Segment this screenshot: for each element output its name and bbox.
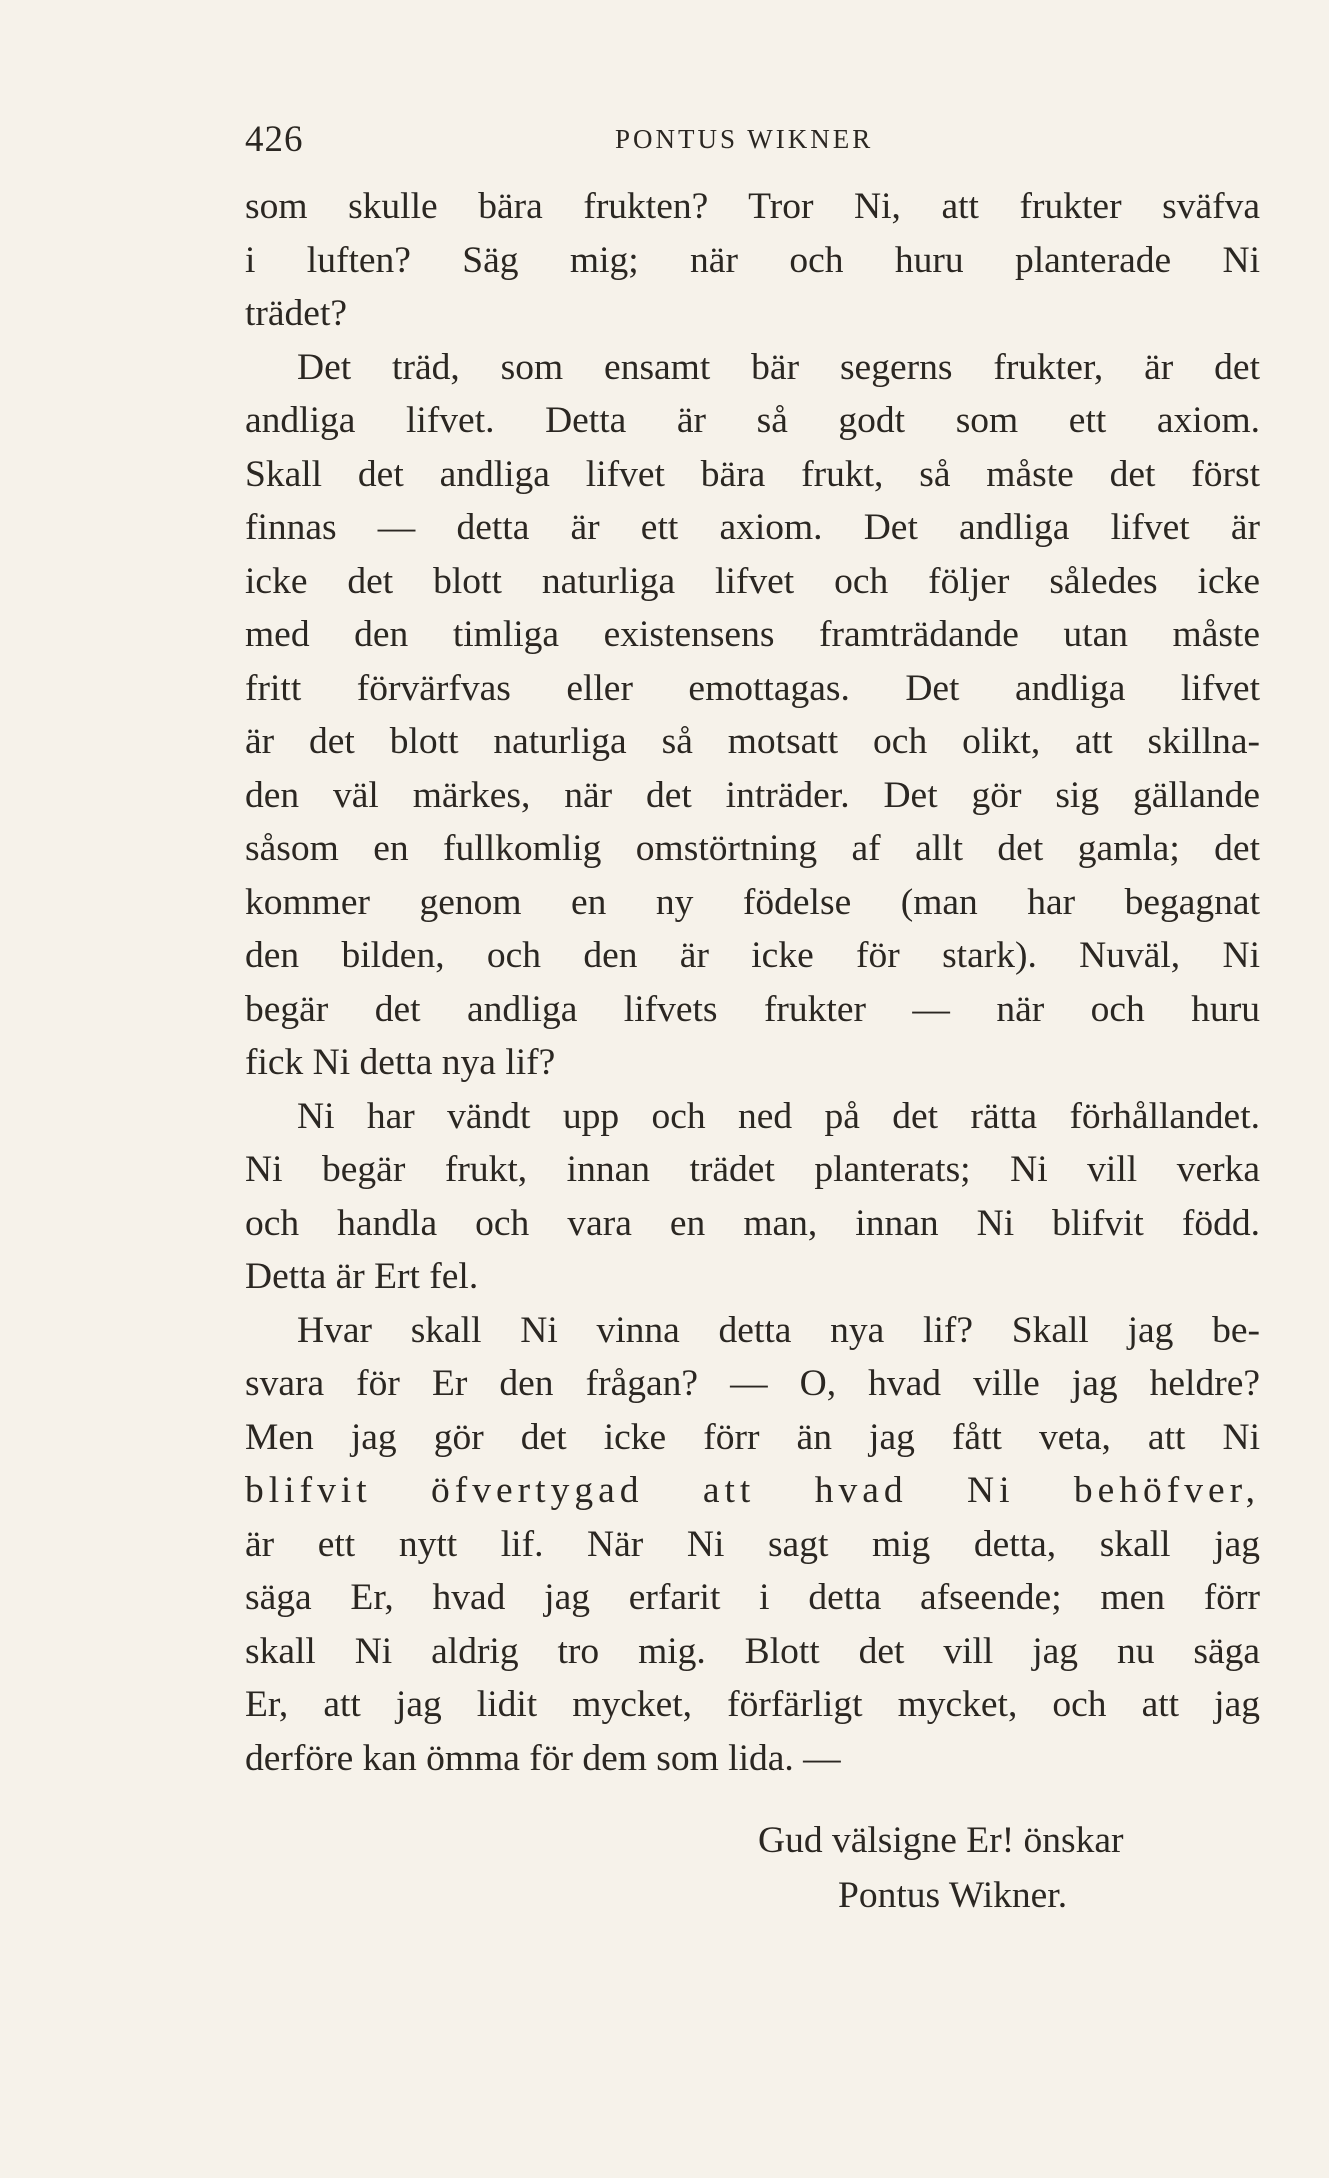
page-header bbox=[245, 118, 1260, 168]
text-line: säga Er, hvad jag erfarit i detta afseende; men förr bbox=[245, 1577, 1260, 1618]
text-line: Men jag gör det icke förr än jag fått veta, att Ni bbox=[245, 1416, 1260, 1458]
text-line: blifvit öfvertygad att hvad Ni behöfver, bbox=[245, 1470, 1260, 1511]
text-line: som skulle bära frukten? Tror Ni, att frukter sväfva bbox=[245, 186, 1260, 227]
text-line: fritt förvärfvas eller emottagas. Det andliga lifvet bbox=[245, 667, 1260, 709]
text-line: med den timliga existensens framträdande utan måste bbox=[245, 614, 1260, 655]
text-line: Ni begär frukt, innan trädet planterats; Ni vill verka bbox=[245, 1149, 1260, 1190]
text-line: kommer genom en ny födelse (man har begagnat bbox=[245, 881, 1260, 923]
page-number: 426 bbox=[245, 119, 304, 160]
text-line: Ni har vändt upp och ned på det rätta förhållandet. bbox=[297, 1095, 1260, 1137]
text-line: är ett nytt lif. När Ni sagt mig detta, skall jag bbox=[245, 1523, 1260, 1565]
text-line: och handla och vara en man, innan Ni blifvit född. bbox=[245, 1202, 1260, 1244]
text-line: är det blott naturliga så motsatt och olikt, att skillna- bbox=[245, 721, 1260, 762]
text-line: Hvar skall Ni vinna detta nya lif? Skall jag be- bbox=[297, 1309, 1260, 1351]
running-head: PONTUS WIKNER bbox=[615, 124, 874, 154]
text-line: svara för Er den frågan? — O, hvad ville jag heldre? bbox=[245, 1363, 1260, 1404]
text-line: derföre kan ömma för dem som lida. — bbox=[245, 1737, 841, 1779]
text-line: Er, att jag lidit mycket, förfärligt mycket, och att jag bbox=[245, 1684, 1260, 1725]
text-line: begär det andliga lifvets frukter — när och huru bbox=[245, 988, 1260, 1030]
text-line: andliga lifvet. Detta är så godt som ett axiom. bbox=[245, 400, 1260, 441]
text-line: fick Ni detta nya lif? bbox=[245, 1042, 556, 1083]
text-line: skall Ni aldrig tro mig. Blott det vill jag nu säga bbox=[245, 1630, 1260, 1672]
body-text bbox=[245, 180, 1260, 1785]
text-line: Det träd, som ensamt bär segerns frukter, är det bbox=[297, 346, 1260, 388]
text-line: icke det blott naturliga lifvet och följer således icke bbox=[245, 560, 1260, 602]
signature: Pontus Wikner. bbox=[838, 1875, 1068, 1916]
text-line: trädet? bbox=[245, 293, 348, 334]
text-line: finnas — detta är ett axiom. Det andliga lifvet är bbox=[245, 507, 1260, 548]
closing-blessing: Gud välsigne Er! önskar bbox=[758, 1820, 1124, 1861]
text-line: Skall det andliga lifvet bära frukt, så måste det först bbox=[245, 453, 1260, 495]
text-line: den bilden, och den är icke för stark). Nuväl, Ni bbox=[245, 935, 1260, 976]
text-line: Detta är Ert fel. bbox=[245, 1256, 479, 1297]
text-line: den väl märkes, när det inträder. Det gör sig gällande bbox=[245, 774, 1260, 816]
text-line: i luften? Säg mig; när och huru planterade Ni bbox=[245, 239, 1260, 281]
text-line: såsom en fullkomlig omstörtning af allt det gamla; det bbox=[245, 828, 1260, 869]
